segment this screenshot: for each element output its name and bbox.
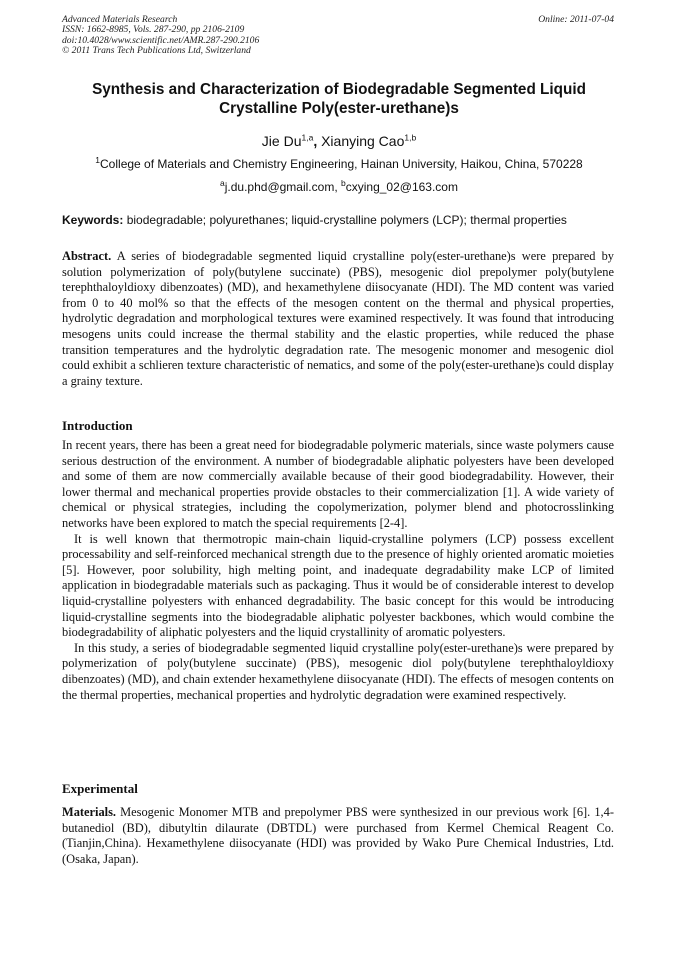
email-address[interactable]: j.du.phd@gmail.com: [224, 180, 335, 194]
online-date: Online: 2011-07-04: [538, 14, 614, 25]
journal-doi: doi:10.4028/www.scientific.net/AMR.287-290.2106: [62, 34, 260, 46]
journal-name: Advanced Materials Research: [62, 14, 178, 25]
author-name: Jie Du: [261, 133, 302, 149]
email-address[interactable]: cxying_02@163.com: [345, 180, 458, 194]
experimental-heading: Experimental: [62, 781, 138, 796]
author-superscript: 1,a: [301, 132, 314, 143]
author-separator: ,: [313, 133, 322, 149]
journal-copyright: © 2011 Trans Tech Publications Ltd, Switzerland: [62, 45, 251, 57]
materials-label: Materials.: [62, 805, 117, 819]
materials-text: Mesogenic Monomer MTB and prepolymer PBS were synthesized in our previous work [6]. 1,4-butanediol (BD), dibutyltin dilaurate (DBTDL) were purchased from Kermel Chemical Reagent Co. (Tianjin,China). Hexamethylene diisocyanate (HDI) was provided by Wako Pure Chemical Industries, Ltd. (Osaka, Japan).: [62, 805, 614, 866]
email-line: [62, 180, 616, 195]
email-superscript: a: [220, 178, 225, 188]
keywords-label: Keywords:: [62, 213, 124, 227]
abstract-text: A series of biodegradable segmented liquid crystalline poly(ester-urethane)s were prepared by solution polymerization of poly(butylene succinate) (PBS), mesogenic diol prepolymer poly(butylene terephthaloyldioxy dibenzoates) (MD), and hexamethylene diisocyanate (HDI). The MD content was varied from 0 to 40 mol% so that the effects of the mesogen content on the thermal and physical properties, hydrolytic degradation and morphological textures were examined respectively. It was found that introducing mesogens units could increase the thermal stability and the elastic properties, while reduced the phase transition temperatures and the hydrolytic degradation rate. The mesogenic monomer and mesogenic diol could exhibit a schlieren texture characteristic of nematics, and some of the poly(ester-urethane)s could display a grainy texture.: [62, 249, 614, 388]
introduction-heading: Introduction: [62, 418, 133, 433]
keywords-text: biodegradable; polyurethanes; liquid-crystalline polymers (LCP); thermal properties: [126, 213, 567, 227]
introduction-body: [62, 438, 614, 703]
affiliation-text: College of Materials and Chemistry Engineering, Hainan University, Haikou, China, 570228: [100, 157, 583, 171]
abstract: [62, 249, 614, 389]
email-superscript: b: [341, 178, 346, 188]
email-separator: ,: [334, 180, 341, 194]
keywords: [62, 213, 616, 228]
paragraph: It is well known that thermotropic main-chain liquid-crystalline polymers (LCP) possess excellent processability and self-reinforced mechanical strength due to the presence of highly oriented aromatic moieties [5]. However, poor solubility, high melting point, and inadequate degradability make LCP of limited application in biodegradable materials such as packaging. Thus it would be of considerable interest to develop liquid-crystalline polyesters with enhanced degradability. The basic concept for this would be introducing liquid-crystalline segments into the biodegradable aliphatic polyester backbones, which would combine the biodegradability of aliphatic polyesters and the liquid crystallinity of aromatic polyesters.: [62, 531, 614, 640]
journal-issn: ISSN: 1662-8985, Vols. 287-290, pp 2106-2109: [62, 24, 245, 36]
paragraph: In recent years, there has been a great need for biodegradable polymeric materials, since waste polymers cause serious destruction of the environment. A number of biodegradable aliphatic polyesters have been developed and some of them are now commercially available because of their good biodegradability. However, their lower thermal and mechanical properties provide obstacles to their commercialization [1]. A wide variety of chemical or physical strategies, including the copolymerization, polymer blend and photocrosslinking networks have been explored to match the special requirements [2-4].: [62, 438, 614, 530]
paragraph: In this study, a series of biodegradable segmented liquid crystalline poly(ester-urethane)s were prepared by polymerization of poly(butylene succinate) (PBS), mesogenic diol poly(butylene terephthaloyldioxy dibenzoates) (MD), and chain extender hexamethylene diisocyanate (HDI). The effects of mesogen contents on the thermal properties, mechanical properties and hydrolytic degradation were examined respectively.: [62, 640, 614, 702]
affiliation-superscript: 1: [95, 155, 101, 165]
materials-section: [62, 805, 614, 867]
abstract-label: Abstract.: [62, 249, 112, 263]
paper-title: Synthesis and Characterization of Biodegradable Segmented Liquid Crystalline Poly(ester-urethane)s: [92, 81, 586, 117]
affiliation: [62, 157, 616, 172]
author-superscript: 1,b: [404, 132, 417, 143]
author-name: Xianying Cao: [321, 133, 405, 149]
journal-header: [62, 15, 259, 57]
author-line: [62, 132, 616, 150]
